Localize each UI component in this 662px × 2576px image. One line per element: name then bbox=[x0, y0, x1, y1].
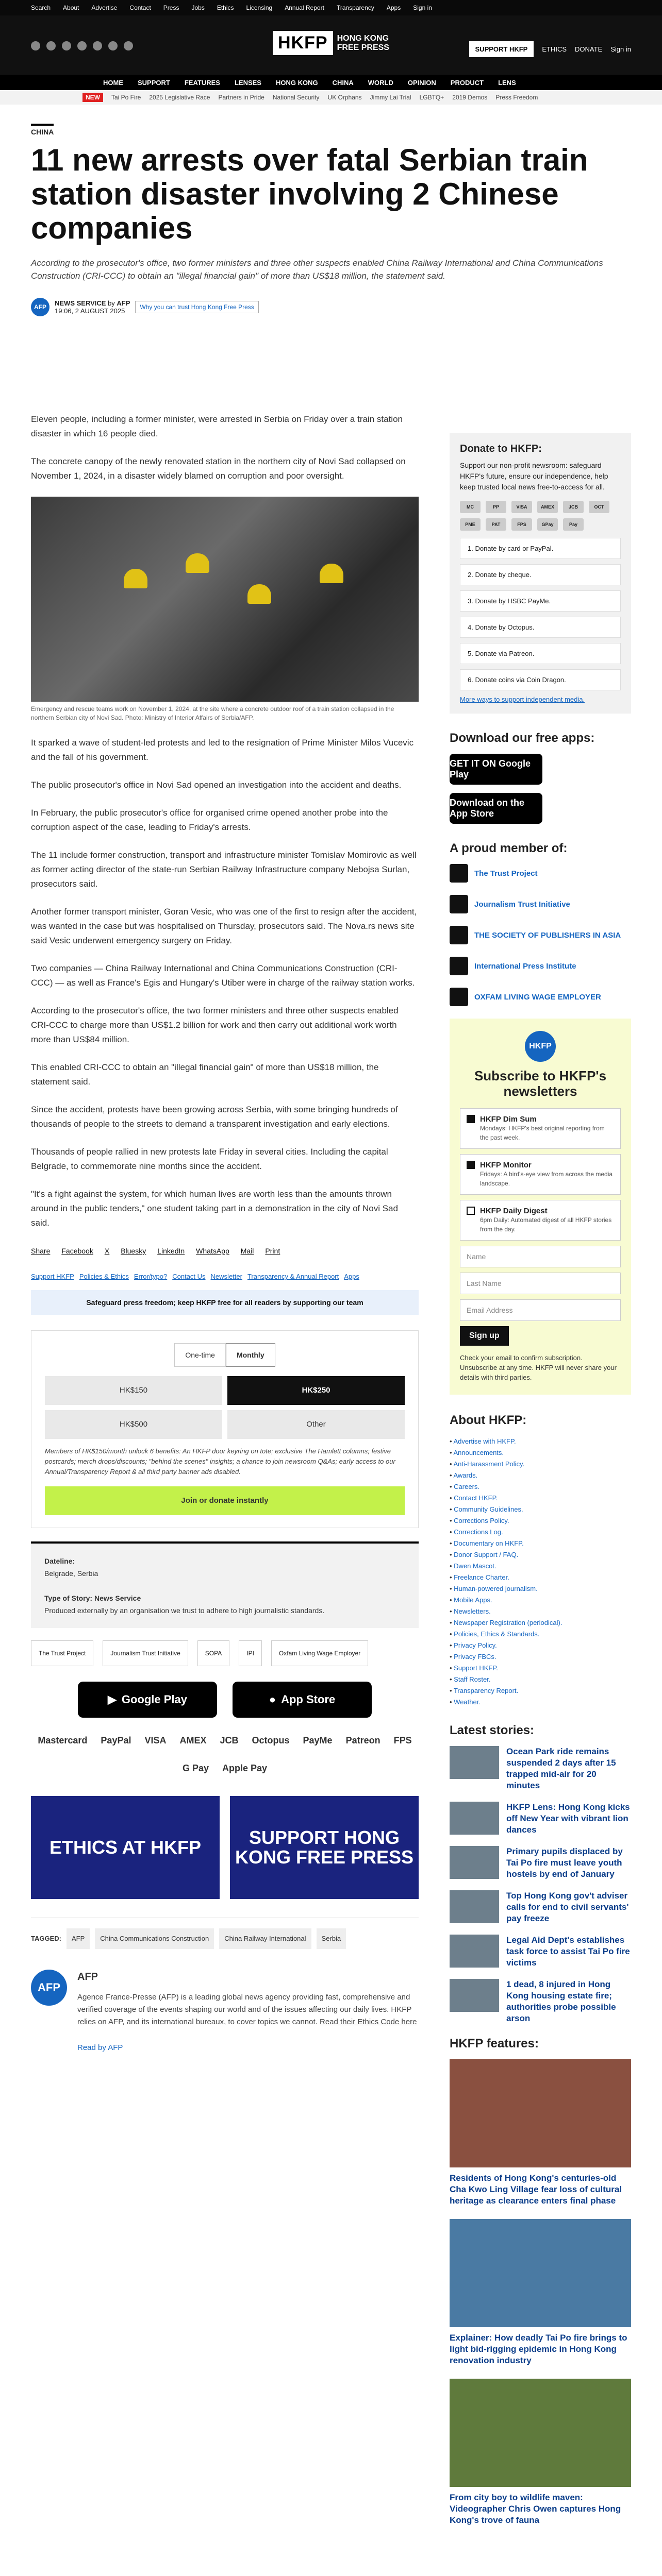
amount-option-selected[interactable]: HK$250 bbox=[227, 1376, 405, 1405]
jti-logo bbox=[450, 895, 468, 913]
member-link[interactable]: THE SOCIETY OF PUBLISHERS IN ASIA bbox=[450, 926, 631, 944]
amex-icon: AMEX bbox=[179, 1735, 207, 1745]
paragraph: Another former transport minister, Goran Vesic, who was one of the first to resign after the accident, was wanted in the case but was hospitalised on Thursday, prosecutors said. The Nova.rs news site said Vesic underwent emergency surgery on Friday. bbox=[31, 907, 417, 945]
sidebar-google-play[interactable]: GET IT ON Google Play bbox=[450, 754, 542, 785]
header-actions bbox=[469, 41, 631, 57]
nav-world[interactable]: WORLD bbox=[368, 78, 393, 87]
paypal-icon: PP bbox=[486, 501, 506, 513]
bluesky-icon[interactable] bbox=[108, 41, 118, 50]
tag[interactable]: China Communications Construction bbox=[95, 1928, 214, 1949]
more-ways-link[interactable]: More ways to support independent media. bbox=[460, 696, 585, 703]
hkfp-avatar: HKFP bbox=[525, 1031, 556, 1062]
donate-option[interactable]: 4. Donate by Octopus. bbox=[460, 617, 621, 638]
amount-options bbox=[45, 1376, 405, 1439]
share-facebook[interactable]: Facebook bbox=[61, 1247, 93, 1255]
sign-up-button[interactable]: Sign up bbox=[460, 1326, 509, 1346]
member-link[interactable]: International Press Institute bbox=[450, 957, 631, 975]
join-button[interactable]: Join or donate instantly bbox=[45, 1486, 405, 1515]
member-link[interactable]: Journalism Trust Initiative bbox=[450, 895, 631, 913]
oxfam-logo bbox=[450, 988, 468, 1006]
paragraph: The concrete canopy of the newly renovated station in the northern city of Novi Sad collapsed on November 1, 2024, in a disaster widely blamed on corruption and poor oversight. bbox=[31, 456, 406, 481]
logo-text: HONG KONG FREE PRESS bbox=[337, 33, 389, 52]
topbar-annual-report[interactable]: Annual Report bbox=[285, 4, 324, 11]
share-linkedin[interactable]: LinkedIn bbox=[157, 1247, 185, 1255]
story-item[interactable]: HKFP Lens: Hong Kong kicks off New Year with vibrant lion dances bbox=[450, 1802, 631, 1836]
share-x[interactable]: X bbox=[104, 1247, 110, 1255]
paragraph: Thousands of people rallied in new protests late Friday in several cities. Including the capital Belgrade, to commemorate nine months since the accident. bbox=[31, 1147, 388, 1171]
feature-image bbox=[450, 2219, 631, 2327]
about-link[interactable]: • Weather. bbox=[450, 1697, 631, 1708]
story-thumbnail bbox=[450, 1890, 499, 1923]
amount-option[interactable]: HK$500 bbox=[45, 1410, 222, 1439]
tag[interactable]: AFP bbox=[67, 1928, 90, 1949]
email-input[interactable]: Email Address bbox=[460, 1299, 621, 1321]
ethics-promo[interactable]: ETHICS AT HKFP bbox=[31, 1796, 220, 1899]
link-error[interactable]: Error/typo? bbox=[134, 1273, 168, 1280]
feature-image bbox=[450, 2059, 631, 2167]
amount-option[interactable]: HK$150 bbox=[45, 1376, 222, 1405]
logo-mark: HKFP bbox=[273, 31, 333, 55]
feature-image bbox=[450, 2379, 631, 2487]
payment-methods bbox=[31, 1733, 419, 1775]
payme-icon: PME bbox=[460, 518, 481, 531]
paragraph: Since the accident, protests have been growing across Serbia, with some bringing hundreds of thousands of people to the streets to demand a transparent investigation and early elections. bbox=[31, 1105, 398, 1129]
social-icons bbox=[31, 41, 133, 50]
octopus-icon: Octopus bbox=[252, 1735, 290, 1745]
dateline-label: Dateline: bbox=[44, 1557, 75, 1565]
paragraph: According to the prosecutor's office, the two former ministers and three other suspects enabled CRI-CCC to charge more than US$1.2 billion for work and then carry out additional work worth more than US$84 million. bbox=[31, 1006, 399, 1044]
topic-link[interactable]: Tai Po Fire bbox=[111, 94, 141, 101]
checkbox-checked[interactable] bbox=[467, 1115, 475, 1123]
donate-box bbox=[450, 433, 631, 714]
about-link[interactable]: • Dwen Mascot. bbox=[450, 1561, 631, 1572]
share-label: Share bbox=[31, 1247, 51, 1255]
share-print[interactable]: Print bbox=[265, 1247, 280, 1255]
about-link[interactable]: • Advertise with HKFP. bbox=[450, 1436, 631, 1447]
share-mail[interactable]: Mail bbox=[240, 1247, 254, 1255]
features-list bbox=[450, 2037, 631, 2526]
nav-opinion[interactable]: OPINION bbox=[407, 78, 436, 87]
apple-icon: ● bbox=[269, 1693, 276, 1706]
nav-china[interactable]: CHINA bbox=[332, 78, 354, 87]
paragraph: "It's a fight against the system, for which human lives are worth less than the amounts thrown around in the public tenders," one student taking part in a demonstration in the city of Novi Sad said. bbox=[31, 1189, 398, 1228]
fps-icon: FPS bbox=[511, 518, 532, 531]
nav-support[interactable]: SUPPORT bbox=[138, 78, 170, 87]
member-badges bbox=[31, 1640, 419, 1666]
byline-text: NEWS SERVICE by AFP 19:06, 2 AUGUST 2025 bbox=[55, 299, 130, 315]
paragraph: It sparked a wave of student-led protests and led to the resignation of Prime Minister Milos Vucevic and the fall of his government. bbox=[31, 738, 414, 762]
mastercard-icon: Mastercard bbox=[38, 1735, 88, 1745]
about-link[interactable]: • Policies, Ethics & Standards. bbox=[450, 1629, 631, 1640]
topbar-apps[interactable]: Apps bbox=[386, 4, 401, 11]
monthly-option[interactable]: Monthly bbox=[226, 1343, 275, 1367]
dateline-box bbox=[31, 1541, 419, 1628]
link-newsletter[interactable]: Newsletter bbox=[210, 1273, 242, 1280]
share-whatsapp[interactable]: WhatsApp bbox=[196, 1247, 229, 1255]
site-header bbox=[0, 15, 662, 75]
paragraph: The 11 include former construction, transport and infrastructure minister Tomislav Momirovic as well as former acting director of the state-run Serbian Railway Infrastructure company Nebojsa Surlan, prosecutors said. bbox=[31, 850, 417, 889]
tag[interactable]: China Railway International bbox=[219, 1928, 311, 1949]
last-name-input[interactable]: Last Name bbox=[460, 1273, 621, 1294]
support-promo[interactable]: SUPPORT HONG KONG FREE PRESS bbox=[230, 1796, 419, 1899]
story-thumbnail bbox=[450, 1935, 499, 1968]
about-link[interactable]: • Newsletters. bbox=[450, 1606, 631, 1617]
fps-icon: FPS bbox=[393, 1735, 412, 1745]
tag[interactable]: Serbia bbox=[317, 1928, 346, 1949]
frequency-toggle bbox=[45, 1343, 405, 1367]
story-type-label: Type of Story: News Service bbox=[44, 1594, 141, 1602]
jcb-icon: JCB bbox=[563, 501, 584, 513]
topic-nav bbox=[0, 90, 662, 105]
apps-title: Download our free apps: bbox=[450, 731, 595, 745]
author-bio: Agence France-Presse (AFP) is a leading global news agency providing fast, comprehensive and verified coverage of the events shaping our world and of the issues affecting our daily lives. HKFP relies on AFP, and its international bureaux, to cover topics we cannot. Read their Ethics Code here bbox=[77, 1993, 417, 2026]
donate-option[interactable]: 3. Donate by HSBC PayMe. bbox=[460, 590, 621, 612]
author-more-link[interactable]: Read by AFP bbox=[77, 2043, 123, 2052]
newsletter-option[interactable]: HKFP Dim Sum Mondays: HKFP's best original reporting from the past week. bbox=[460, 1108, 621, 1149]
story-type-text: Produced externally by an organisation we trust to adhere to high journalistic standards. bbox=[44, 1606, 325, 1615]
app-buttons bbox=[31, 1682, 419, 1718]
about-link[interactable]: • Corrections Policy. bbox=[450, 1515, 631, 1527]
gpay-icon: GPay bbox=[537, 518, 558, 531]
main-nav bbox=[0, 75, 662, 90]
nav-product[interactable]: PRODUCT bbox=[450, 78, 484, 87]
badge-sopa[interactable]: SOPA bbox=[197, 1640, 229, 1666]
badge-oxfam[interactable]: Oxfam Living Wage Employer bbox=[271, 1640, 368, 1666]
topbar-search[interactable]: Search bbox=[31, 4, 51, 11]
topbar-licensing[interactable]: Licensing bbox=[246, 4, 273, 11]
ipi-logo bbox=[450, 957, 468, 975]
donate-option[interactable]: 2. Donate by cheque. bbox=[460, 564, 621, 585]
nav-home[interactable]: HOME bbox=[103, 78, 123, 87]
sidebar-app-store[interactable]: Download on the App Store bbox=[450, 793, 542, 824]
amex-icon: AMEX bbox=[537, 501, 558, 513]
member-perks: Members of HK$150/month unlock 6 benefits: An HKFP door keyring on tote; exclusive The Hamlett columns; festive postcards; merch drops/discounts; "behind the scenes" insights; a chance to join newsroom Q&As; early access to our Annual/Transparency Report & all third party banner ads disabled. bbox=[45, 1447, 395, 1476]
about-link[interactable]: • Contact HKFP. bbox=[450, 1493, 631, 1504]
donate-option[interactable]: 5. Donate via Patreon. bbox=[460, 643, 621, 664]
donate-option[interactable]: 1. Donate by card or PayPal. bbox=[460, 538, 621, 559]
member-link[interactable]: OXFAM LIVING WAGE EMPLOYER bbox=[450, 988, 631, 1006]
nav-lenses[interactable]: LENSES bbox=[234, 78, 261, 87]
article-header bbox=[31, 124, 631, 335]
topic-link[interactable]: 2025 Legislative Race bbox=[149, 94, 210, 101]
share-bar bbox=[31, 1244, 419, 1258]
newsletter-box bbox=[450, 1019, 631, 1395]
article-lead: According to the prosecutor's office, two former ministers and three other suspects enabled China Railway International and China Communications Construction (CRI-CCC) to obtain an "illegal financial gain" of more than US$18 million, the statement said. bbox=[31, 258, 603, 281]
story-item[interactable]: Ocean Park ride remains suspended 2 days after 15 trapped mid-air for 20 minutes bbox=[450, 1746, 631, 1791]
trust-project-logo bbox=[450, 864, 468, 883]
one-time-option[interactable]: One-time bbox=[174, 1343, 226, 1367]
about-link[interactable]: • Support HKFP. bbox=[450, 1663, 631, 1674]
visa-icon: VISA bbox=[144, 1735, 167, 1745]
about-link[interactable]: • Privacy FBCs. bbox=[450, 1651, 631, 1663]
story-thumbnail bbox=[450, 1746, 499, 1779]
about-link[interactable]: • Announcements. bbox=[450, 1447, 631, 1459]
apple-pay-icon: Pay bbox=[563, 518, 584, 531]
about-link[interactable]: • Mobile Apps. bbox=[450, 1595, 631, 1606]
top-utility-bar bbox=[0, 0, 662, 15]
about-link[interactable]: • Staff Roster. bbox=[450, 1674, 631, 1685]
donate-title: Donate to HKFP: bbox=[460, 443, 542, 454]
sign-in-link[interactable]: Sign in bbox=[610, 45, 631, 53]
about-link[interactable]: • Human-powered journalism. bbox=[450, 1583, 631, 1595]
patreon-icon: Patreon bbox=[345, 1735, 380, 1745]
link-transparency[interactable]: Transparency & Annual Report bbox=[247, 1273, 339, 1280]
topbar-ethics[interactable]: Ethics bbox=[217, 4, 234, 11]
sopa-logo bbox=[450, 926, 468, 944]
byline bbox=[31, 298, 631, 316]
proud-member bbox=[450, 841, 631, 1006]
donate-link[interactable]: DONATE bbox=[575, 45, 603, 53]
rescuer-helmet bbox=[247, 584, 271, 604]
newsletter-option[interactable]: HKFP Monitor Fridays: A bird's-eye view from across the media landscape. bbox=[460, 1154, 621, 1195]
donate-widget bbox=[31, 1330, 419, 1528]
member-link[interactable]: The Trust Project bbox=[450, 864, 631, 883]
topbar-contact[interactable]: Contact bbox=[129, 4, 151, 11]
topic-link[interactable]: National Security bbox=[272, 94, 320, 101]
topbar-sign-in[interactable]: Sign in bbox=[413, 4, 432, 11]
youtube-icon[interactable] bbox=[77, 41, 87, 50]
dateline-place: Belgrade, Serbia bbox=[44, 1569, 98, 1578]
tags-label: TAGGED: bbox=[31, 1935, 61, 1942]
story-item[interactable]: Primary pupils displaced by Tai Po fire must leave youth hostels by end of January bbox=[450, 1846, 631, 1880]
article-title: 11 new arrests over fatal Serbian train station disaster involving 2 Chinese companies bbox=[31, 143, 588, 245]
x-icon[interactable] bbox=[46, 41, 56, 50]
topbar-advertise[interactable]: Advertise bbox=[91, 4, 118, 11]
about-list bbox=[450, 1436, 631, 1708]
threads-icon[interactable] bbox=[93, 41, 102, 50]
checkbox-checked[interactable] bbox=[467, 1161, 475, 1169]
amount-option[interactable]: Other bbox=[227, 1410, 405, 1439]
facebook-icon[interactable] bbox=[31, 41, 40, 50]
rescuer-helmet bbox=[124, 569, 147, 588]
about-link[interactable]: • Transparency Report. bbox=[450, 1685, 631, 1697]
share-bluesky[interactable]: Bluesky bbox=[121, 1247, 146, 1255]
topbar-press[interactable]: Press bbox=[163, 4, 179, 11]
topic-link[interactable]: Press Freedom bbox=[495, 94, 538, 101]
about-link[interactable]: • Donor Support / FAQ. bbox=[450, 1549, 631, 1561]
feature-card[interactable]: Residents of Hong Kong's centuries-old Cha Kwo Ling Village fear loss of cultural heritage as clearance enters final phase bbox=[450, 2059, 631, 2207]
link-apps[interactable]: Apps bbox=[344, 1273, 359, 1280]
paragraph: Two companies — China Railway International and China Communications Construction (CRI-CCC) — as well as France's Egis and Hungary's Utiber were in charge of the railway station works. bbox=[31, 963, 415, 988]
about-link[interactable]: • Awards. bbox=[450, 1470, 631, 1481]
tag-list bbox=[31, 1918, 419, 1949]
gpay-icon: G Pay bbox=[182, 1763, 209, 1773]
play-icon: ▶ bbox=[107, 1693, 117, 1706]
checkbox[interactable] bbox=[467, 1207, 475, 1215]
linkedin-icon[interactable] bbox=[124, 41, 133, 50]
instagram-icon[interactable] bbox=[62, 41, 71, 50]
rescuer-helmet bbox=[320, 564, 343, 583]
press-freedom-banner[interactable]: Safeguard press freedom; keep HKFP free for all readers by supporting our team bbox=[31, 1290, 419, 1315]
visa-icon: VISA bbox=[511, 501, 532, 513]
story-thumbnail bbox=[450, 1979, 499, 2012]
topbar-jobs[interactable]: Jobs bbox=[191, 4, 205, 11]
app-store-button[interactable]: ● App Store bbox=[233, 1682, 372, 1718]
author-avatar-large[interactable]: AFP bbox=[31, 1970, 67, 2006]
new-badge: NEW bbox=[82, 93, 103, 102]
support-hkfp-button[interactable]: SUPPORT HKFP bbox=[469, 41, 534, 57]
octopus-icon: OCT bbox=[589, 501, 609, 513]
about-link[interactable]: • Careers. bbox=[450, 1481, 631, 1493]
paragraph: In February, the public prosecutor's office for organised crime opened another probe into the corruption aspect of the case, leading to Friday's arrests. bbox=[31, 808, 388, 832]
payme-icon: PayMe bbox=[303, 1735, 333, 1745]
latest-title: Latest stories: bbox=[450, 1723, 535, 1737]
story-thumbnail bbox=[450, 1846, 499, 1879]
mastercard-icon: MC bbox=[460, 501, 481, 513]
badge-jti[interactable]: Journalism Trust Initiative bbox=[103, 1640, 188, 1666]
about-box bbox=[450, 1413, 631, 1708]
about-link[interactable]: • Corrections Log. bbox=[450, 1527, 631, 1538]
topic-link[interactable]: UK Orphans bbox=[327, 94, 362, 101]
topic-link[interactable]: Partners in Pride bbox=[218, 94, 264, 101]
rescuer-helmet bbox=[186, 553, 209, 573]
paragraph: Eleven people, including a former minister, were arrested in Serbia on Friday over a train station disaster in which 16 people died. bbox=[31, 414, 403, 438]
photo-caption: Emergency and rescue teams work on November 1, 2024, at the site where a concrete outdoor roof of a train station collapsed in the northern Serbian city of Novi Sad. Photo: Ministry of Interior Affairs of Serbia/AFP. bbox=[31, 705, 394, 721]
topic-link[interactable]: 2019 Demos bbox=[452, 94, 488, 101]
article-body bbox=[31, 412, 419, 2067]
google-play-button[interactable]: ▶ Google Play bbox=[78, 1682, 217, 1718]
subscribe-title: Subscribe to HKFP's newsletters bbox=[474, 1068, 607, 1099]
feature-card[interactable]: Explainer: How deadly Tai Po fire brings to light bid-rigging epidemic in Hong Kong renovation industry bbox=[450, 2219, 631, 2366]
features-title: HKFP features: bbox=[450, 2037, 539, 2050]
author-avatar[interactable]: AFP bbox=[31, 298, 49, 316]
about-link[interactable]: • Newspaper Registration (periodical). bbox=[450, 1617, 631, 1629]
apple-pay-icon: Apple Pay bbox=[222, 1763, 268, 1773]
nav-features[interactable]: FEATURES bbox=[184, 78, 220, 87]
article-category[interactable]: CHINA bbox=[31, 124, 54, 136]
ethics-link[interactable]: ETHICS bbox=[542, 45, 567, 53]
site-logo[interactable] bbox=[273, 31, 389, 55]
trust-button[interactable]: Why you can trust Hong Kong Free Press bbox=[135, 301, 258, 313]
name-input[interactable]: Name bbox=[460, 1246, 621, 1267]
paypal-icon: PayPal bbox=[101, 1735, 131, 1745]
donate-intro: Support our non-profit newsroom: safeguard HKFP's future, ensure our independence, help keep trusted local news free-to-access for all. bbox=[460, 461, 608, 491]
paragraph: This enabled CRI-CCC to obtain an "illegal financial gain" of more than US$18 million, the statement said. bbox=[31, 1062, 379, 1087]
about-link[interactable]: • Community Guidelines. bbox=[450, 1504, 631, 1515]
story-item[interactable]: 1 dead, 8 injured in Hong Kong housing estate fire; authorities probe possible arson bbox=[450, 1979, 631, 2024]
nav-lens[interactable]: LENS bbox=[498, 78, 516, 87]
badge-trust-project[interactable]: The Trust Project bbox=[31, 1640, 93, 1666]
badge-ipi[interactable]: IPI bbox=[239, 1640, 262, 1666]
topbar-about[interactable]: About bbox=[63, 4, 79, 11]
link-policies[interactable]: Policies & Ethics bbox=[79, 1273, 129, 1280]
topic-link[interactable]: Jimmy Lai Trial bbox=[370, 94, 411, 101]
paragraph: The public prosecutor's office in Novi Sad opened an investigation into the accident and deaths. bbox=[31, 780, 402, 790]
newsletter-option[interactable]: HKFP Daily Digest 6pm Daily: Automated digest of all HKFP stories from the day. bbox=[460, 1200, 621, 1241]
link-contact[interactable]: Contact Us bbox=[172, 1273, 206, 1280]
sidebar bbox=[450, 433, 631, 2538]
author-name[interactable]: AFP bbox=[77, 1971, 98, 1982]
latest-stories bbox=[450, 1723, 631, 2024]
card-icons bbox=[460, 501, 621, 531]
donate-option[interactable]: 6. Donate coins via Coin Dragon. bbox=[460, 669, 621, 690]
nav-hong-kong[interactable]: HONG KONG bbox=[275, 78, 318, 87]
member-title: A proud member of: bbox=[450, 841, 568, 855]
story-thumbnail bbox=[450, 1802, 499, 1835]
patreon-icon: PAT bbox=[486, 518, 506, 531]
promo-videos bbox=[31, 1796, 419, 1899]
story-item[interactable]: Top Hong Kong gov't adviser calls for end to civil servants' pay freeze bbox=[450, 1890, 631, 1924]
topbar-transparency[interactable]: Transparency bbox=[336, 4, 374, 11]
feature-card[interactable]: From city boy to wildlife maven: Videographer Chris Owen captures Hong Kong's trove of fauna bbox=[450, 2379, 631, 2526]
jcb-icon: JCB bbox=[220, 1735, 239, 1745]
about-title: About HKFP: bbox=[450, 1413, 527, 1427]
about-link[interactable]: • Documentary on HKFP. bbox=[450, 1538, 631, 1549]
link-support[interactable]: Support HKFP bbox=[31, 1273, 74, 1280]
subscribe-note: Check your email to confirm subscription. Unsubscribe at any time. HKFP will never share your details with third parties. bbox=[460, 1354, 617, 1381]
about-link[interactable]: • Anti-Harassment Policy. bbox=[450, 1459, 631, 1470]
topic-link[interactable]: LGBTQ+ bbox=[419, 94, 444, 101]
footer-links bbox=[31, 1269, 419, 1284]
author-box bbox=[31, 1970, 419, 2067]
about-link[interactable]: • Privacy Policy. bbox=[450, 1640, 631, 1651]
article-photo bbox=[31, 497, 419, 702]
story-item[interactable]: Legal Aid Dept's establishes task force to assist Tai Po fire victims bbox=[450, 1935, 631, 1969]
about-link[interactable]: • Freelance Charter. bbox=[450, 1572, 631, 1583]
